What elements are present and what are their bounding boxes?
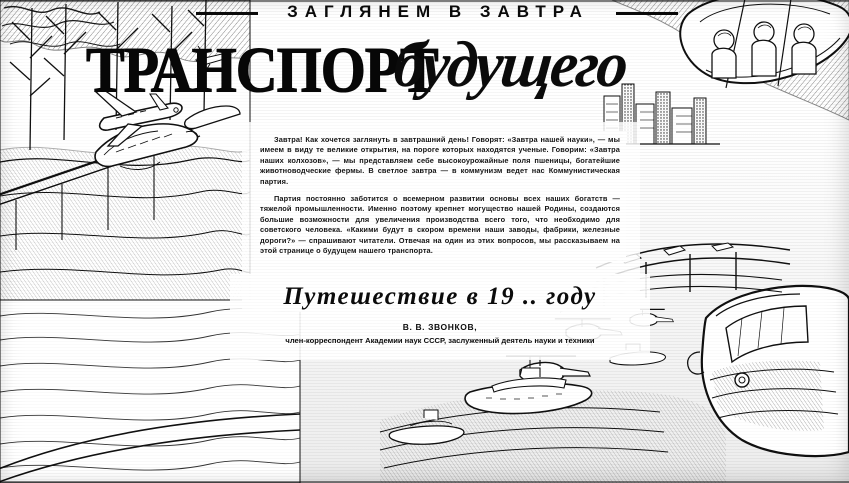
- byline: [250, 322, 630, 346]
- intro-paragraph-1: Завтра! Как хочется заглянуть в завтрашний день! Говорят: «Завтра нашей науки», — мы имеем в виду те великие открытия, на пороге которых находятся ученые. Говорим: «Завтра наших колхозов», — мы представляем себе высокоурожайные поля пшеницы, богатейшие животноводческие фермы. В светлое завтра — в коммунизм ведет нас Коммунистическая партия.: [260, 135, 620, 186]
- kicker-text: ЗАГЛЯНЕМ В ЗАВТРА: [287, 2, 589, 21]
- intro-text-block: [254, 131, 626, 262]
- article-subhead: Путешествие в 19 .. году: [283, 283, 597, 310]
- headline-word-future: будущего: [390, 29, 630, 101]
- headline-word-transport: ТРАНСПОРТ: [86, 33, 438, 106]
- byline-author-title: член-корреспондент Академии наук СССР, заслуженный деятель науки и техники: [285, 336, 595, 345]
- kicker-rule-right: [616, 12, 678, 15]
- intro-paragraph-2: Партия постоянно заботится о всемерном развитии основы всех наших богатств — тяжелой промышленности. Именно поэтому крепнет могущество нашей Родины, создаются большие возможности для увеличения производства всего того, что необходимо для советского человека. «Какими будут в скором времени наши заводы, фабрики, железные дороги?» — спрашивают читатели. Отвечая на один из этих вопросов, мы рассказываем на этой странице о будущем нашего транспорта.: [260, 194, 620, 256]
- byline-author-name: В. В. ЗВОНКОВ,: [402, 322, 478, 332]
- kicker-rule-left: [196, 12, 258, 15]
- page-title: [86, 28, 706, 106]
